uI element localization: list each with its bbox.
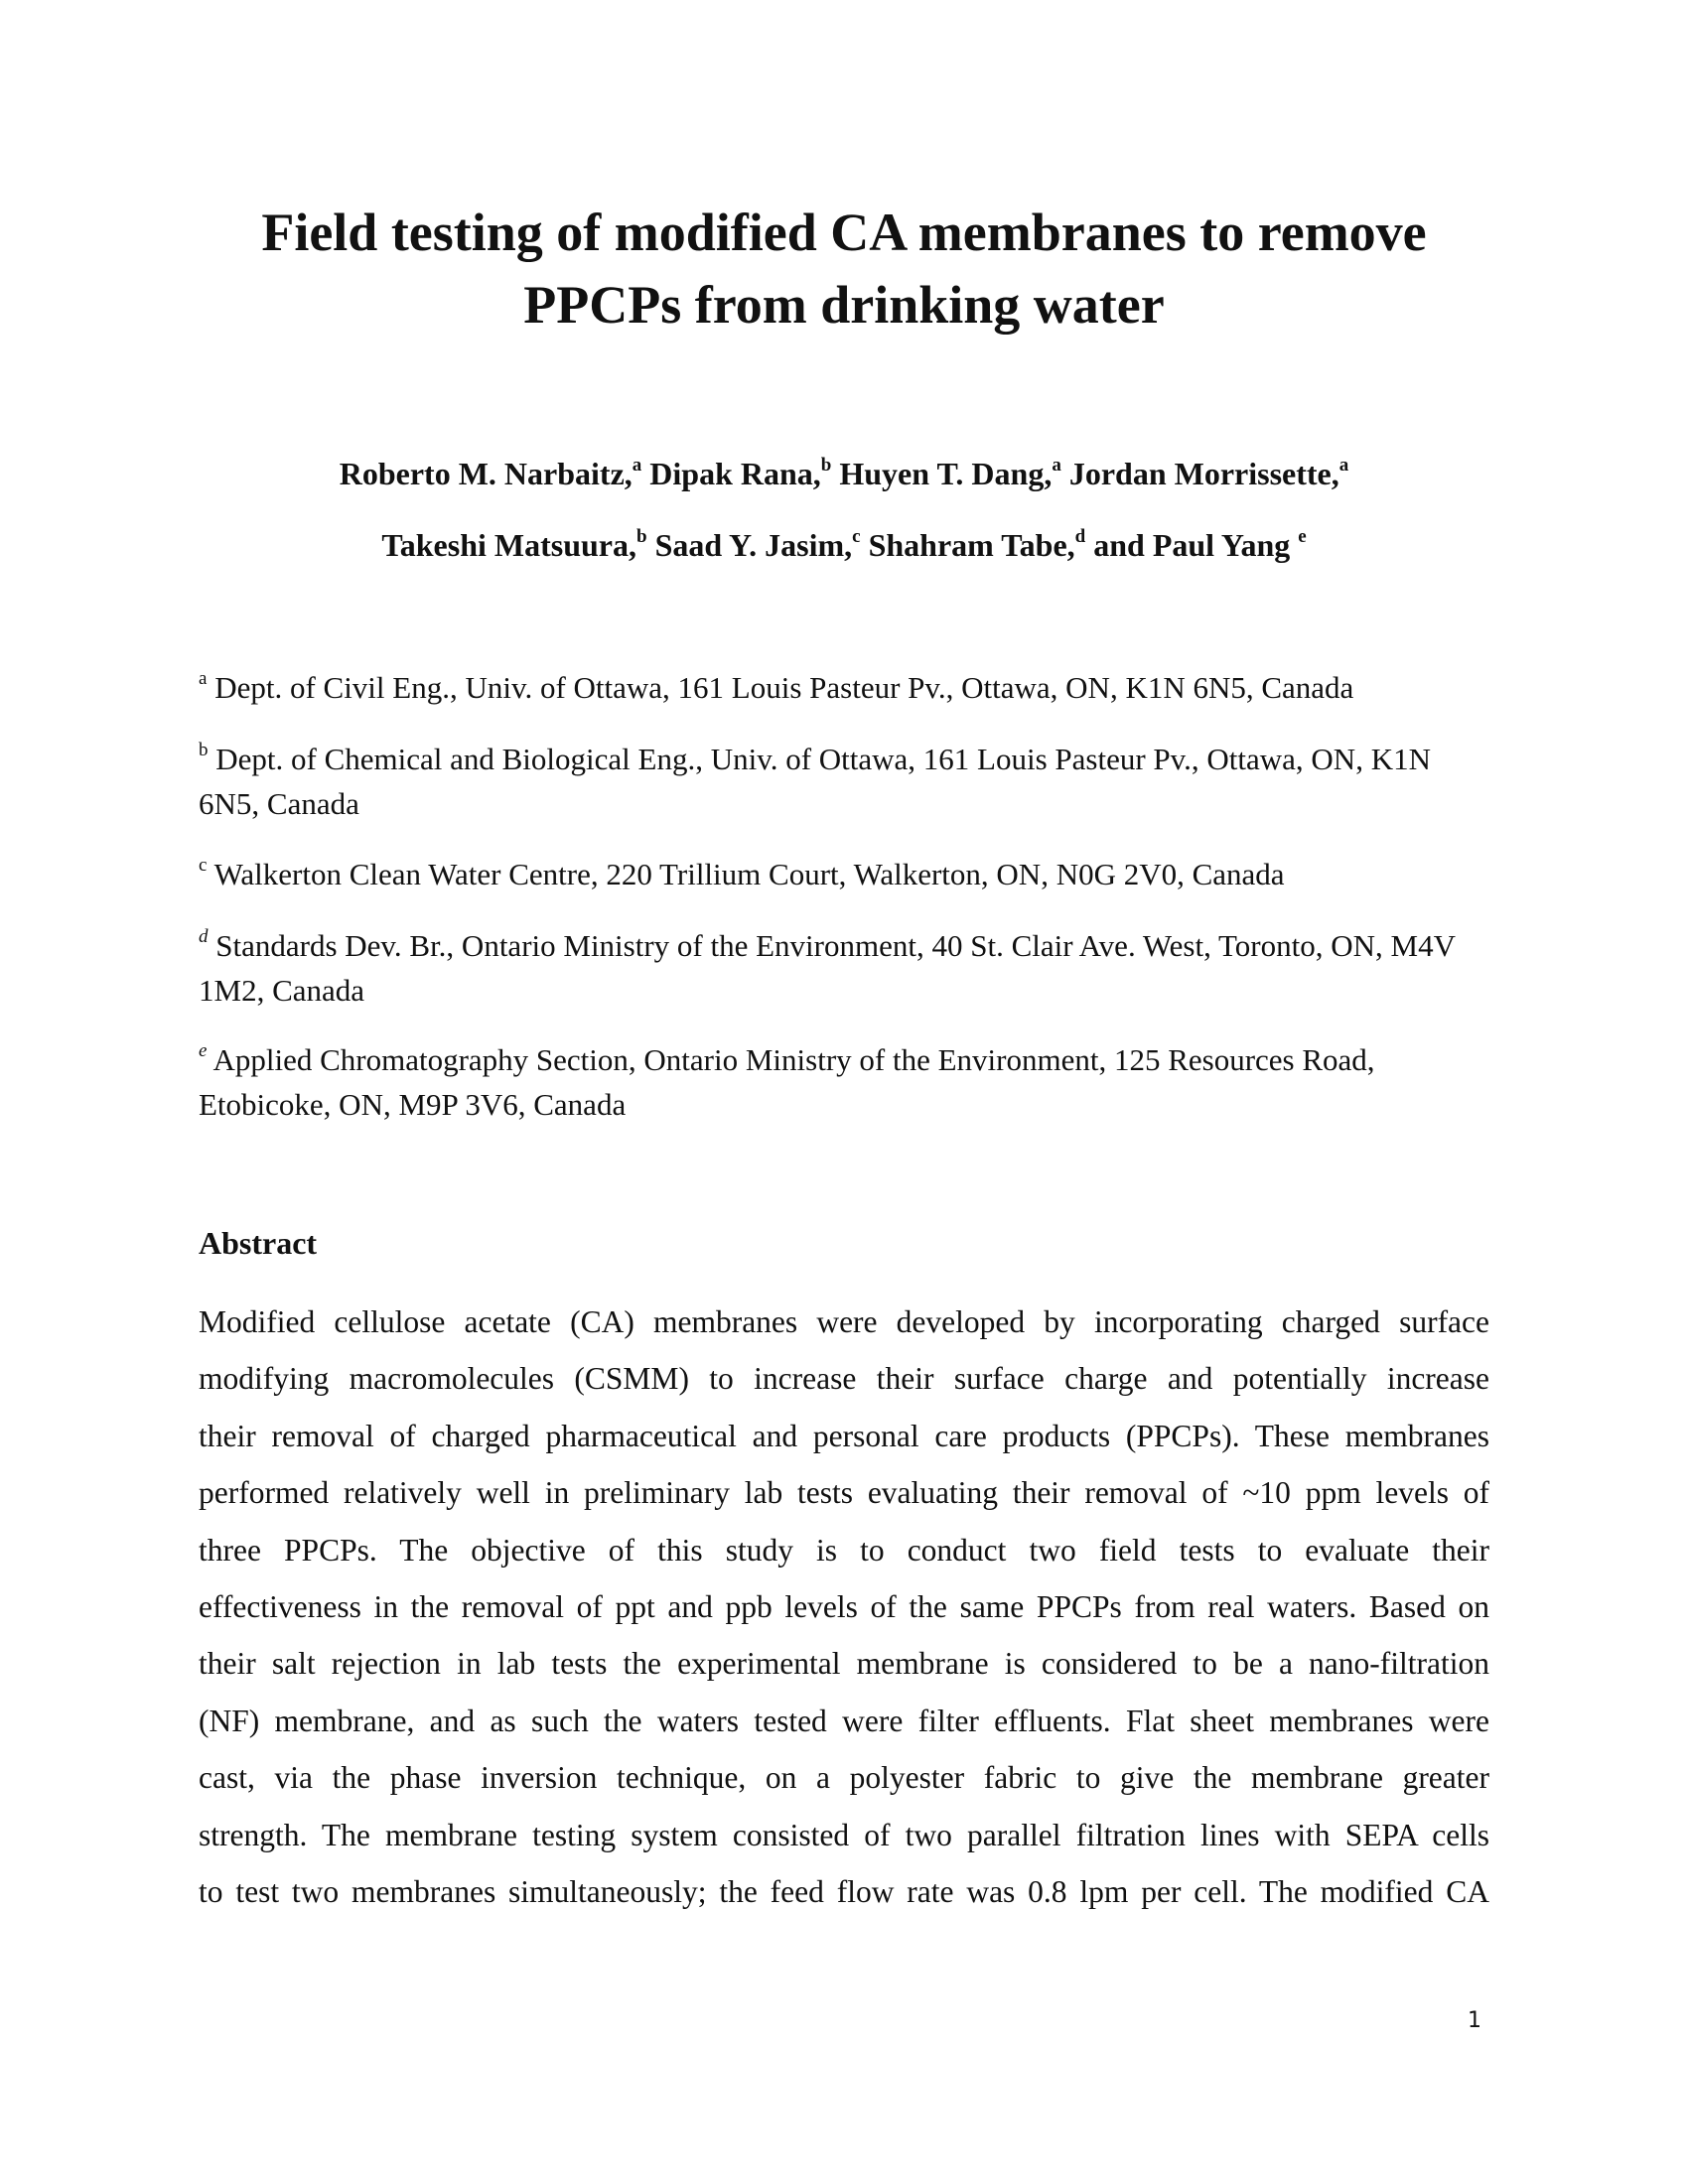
abstract-line: effectiveness in the removal of ppt and ppb levels of the same PPCPs from real waters. Based on [199, 1589, 1489, 1625]
author-name: Dipak Rana, [649, 456, 821, 491]
affiliation-mark: a [199, 668, 208, 689]
abstract-line: strength. The membrane testing system consisted of two parallel filtration lines with SEPA cells [199, 1817, 1489, 1852]
author-line-2 [149, 525, 1539, 565]
author-affiliation-mark: a [632, 455, 642, 476]
author-affiliation-mark: b [635, 526, 647, 547]
affiliation-text: Dept. of Civil Eng., Univ. of Ottawa, 161 Louis Pasteur Pv., Ottawa, ON, K1N 6N5, Canada [214, 670, 1354, 705]
author-affiliation-mark: c [852, 526, 861, 547]
abstract-heading: Abstract [199, 1225, 318, 1261]
page-number: 1 [1468, 2008, 1481, 2033]
author-affiliation-mark: e [1298, 526, 1307, 547]
affiliation-d [199, 923, 1489, 1013]
affiliation-mark: d [199, 926, 209, 947]
affiliation-b [199, 737, 1489, 826]
author-name: Shahram Tabe, [868, 527, 1075, 563]
author-line-1 [149, 454, 1539, 493]
author-name: Saad Y. Jasim, [654, 527, 853, 563]
paper-title: Field testing of modified CA membranes to remove PPCPs from drinking water [261, 203, 1427, 335]
abstract-line: performed relatively well in preliminary lab tests evaluating their removal of ~10 ppm levels of [199, 1475, 1489, 1511]
author-name: Jordan Morrissette, [1068, 456, 1339, 491]
author-affiliation-mark: a [1052, 455, 1061, 476]
author-name: Huyen T. Dang, [839, 456, 1053, 491]
affiliation-text: Dept. of Chemical and Biological Eng., Univ. of Ottawa, 161 Louis Pasteur Pv., Ottawa, ON, K1N 6N5, Canada [199, 742, 1431, 821]
author-name: Takeshi Matsuura, [381, 527, 636, 563]
abstract-line: to test two membranes simultaneously; the feed flow rate was 0.8 lpm per cell. The modified CA [199, 1874, 1489, 1910]
abstract-line: (NF) membrane, and as such the waters tested were filter effluents. Flat sheet membranes were [199, 1703, 1489, 1738]
author-affiliation-mark: a [1338, 455, 1349, 476]
affiliation-mark: e [199, 1040, 208, 1061]
affiliation-text: Standards Dev. Br., Ontario Ministry of the Environment, 40 St. Clair Ave. West, Toronto, ON, M4V 1M2, Canada [199, 928, 1456, 1008]
abstract-line: three PPCPs. The objective of this study is to conduct two field tests to evaluate their [199, 1532, 1489, 1568]
author-affiliation-mark: d [1074, 526, 1086, 547]
author-name: Roberto M. Narbaitz, [339, 456, 633, 491]
abstract-line: modifying macromolecules (CSMM) to increase their surface charge and potentially increase [199, 1361, 1489, 1397]
affiliation-e [199, 1037, 1489, 1127]
abstract-line: cast, via the phase inversion technique, on a polyester fabric to give the membrane greater [199, 1760, 1489, 1796]
abstract-line: their removal of charged pharmaceutical and personal care products (PPCPs). These membranes [199, 1418, 1489, 1453]
affiliation-a [199, 665, 1489, 710]
author-name: and Paul Yang [1093, 527, 1291, 563]
author-affiliation-mark: b [820, 455, 832, 476]
abstract-line: Modified cellulose acetate (CA) membranes were developed by incorporating charged surface [199, 1304, 1489, 1339]
abstract-line: their salt rejection in lab tests the experimental membrane is considered to be a nano-filtration [199, 1646, 1489, 1682]
affiliation-mark: b [199, 740, 209, 760]
affiliation-text: Walkerton Clean Water Centre, 220 Trillium Court, Walkerton, ON, N0G 2V0, Canada [213, 857, 1285, 891]
affiliation-mark: c [199, 855, 208, 876]
abstract-body [199, 1294, 1489, 1920]
affiliation-text: Applied Chromatography Section, Ontario Ministry of the Environment, 125 Resources Road, Etobicoke, ON, M9P 3V6, Canada [199, 1042, 1375, 1122]
affiliation-c [199, 852, 1489, 896]
